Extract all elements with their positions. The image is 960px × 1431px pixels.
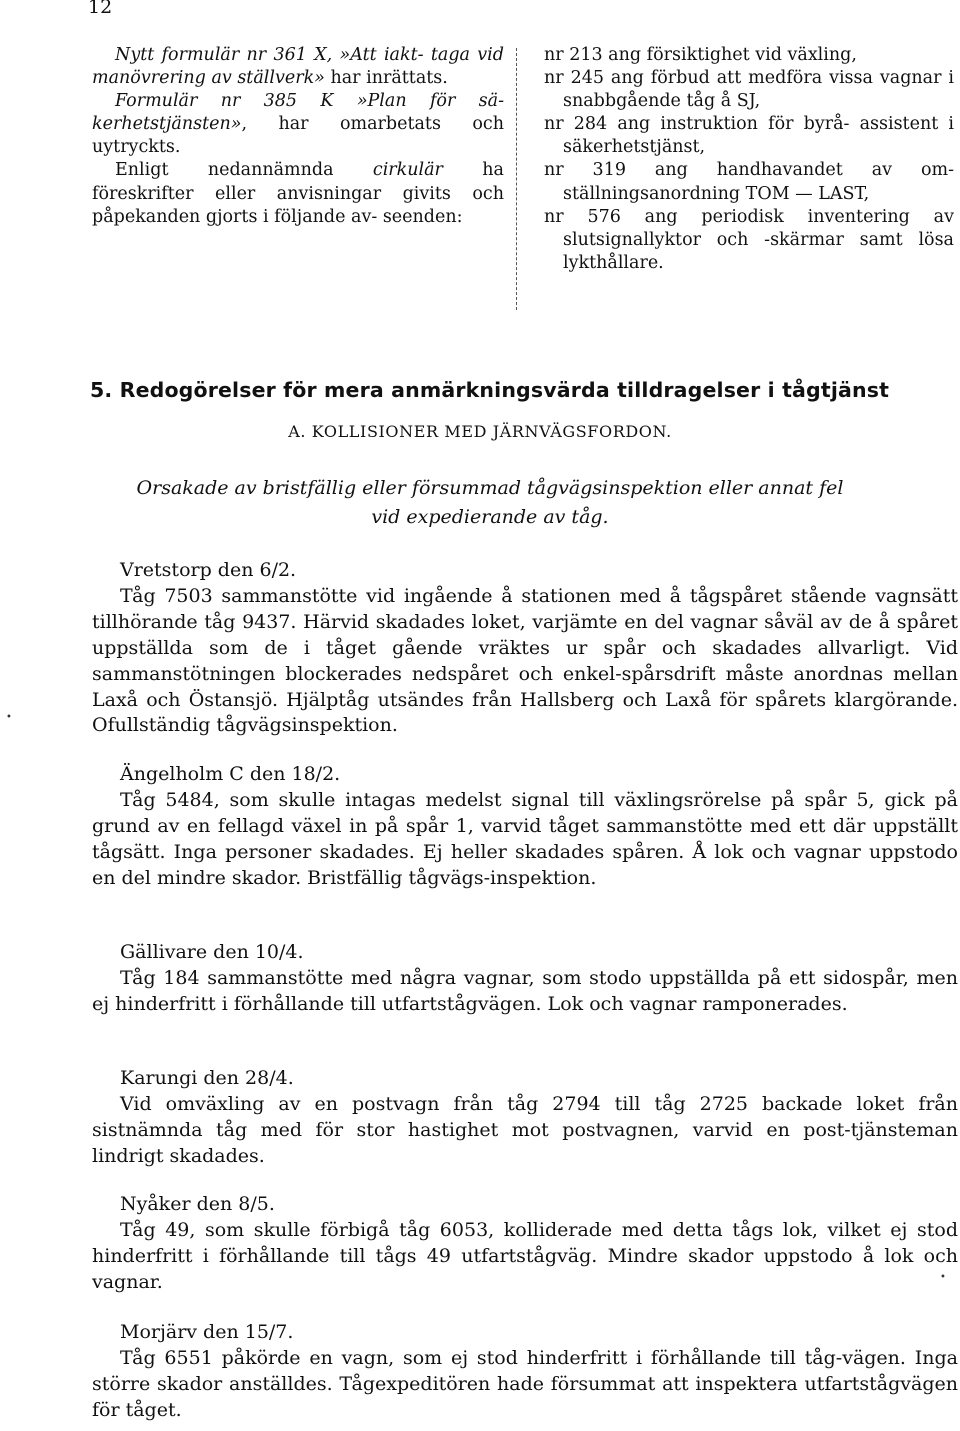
report-place: Nyåker den 8/5. bbox=[120, 1193, 275, 1215]
report-place: Karungi den 28/4. bbox=[120, 1067, 294, 1089]
report-place: Gällivare den 10/4. bbox=[120, 941, 304, 963]
cirkular-item: nr 245 ang förbud att medföra vissa vagnar i snabbgående tåg å SJ, bbox=[544, 68, 954, 112]
category-heading-line-1: Orsakade av bristfällig eller försummad tågvägsinspektion eller annat fel bbox=[136, 477, 844, 499]
cirkular-intro-start: Enligt nedannämnda bbox=[115, 160, 373, 181]
report-text: Tåg 6551 påkörde en vagn, som ej stod hinderfritt i förhållande till tåg-vägen. Inga större skador anställdes. Tågexpeditören hade försummat att inspektera utfartstågvägen för tåget. bbox=[92, 1346, 958, 1421]
subsection-heading: A. KOLLISIONER MED JÄRNVÄGSFORDON. bbox=[288, 422, 672, 441]
cirkular-item: nr 213 ang försiktighet vid växling, bbox=[544, 45, 857, 65]
formular-385-paragraph bbox=[92, 90, 504, 159]
report-karungi bbox=[92, 1066, 958, 1170]
cirkular-intro-paragraph bbox=[92, 159, 504, 228]
section-heading: 5. Redogörelser för mera anmärkningsvärda tilldragelser i tågtjänst bbox=[90, 378, 890, 402]
report-text: Tåg 184 sammanstötte med några vagnar, som stodo uppställda på ett sidospår, men ej hinderfritt i förhållande till utfartstågvägen. Lok och vagnar ramponerades. bbox=[92, 966, 958, 1015]
cirkular-intro-rest: ha föreskrifter eller anvisningar givits och påpekanden gjorts i följande av- seenden: bbox=[92, 160, 504, 227]
cirkular-word: cirkulär bbox=[372, 160, 443, 181]
formular-361-title-2: taga vid manövrering av ställverk» bbox=[92, 45, 504, 89]
cirkular-item: nr 319 ang handhavandet av om- ställningsanordning TOM — LAST, bbox=[544, 160, 954, 204]
report-morjarv bbox=[92, 1320, 958, 1424]
report-place: Morjärv den 15/7. bbox=[120, 1321, 294, 1343]
report-gallivare bbox=[92, 940, 958, 1018]
category-heading bbox=[110, 474, 870, 531]
formular-361-paragraph bbox=[92, 44, 504, 90]
print-speck: • bbox=[6, 712, 12, 723]
left-column bbox=[92, 44, 504, 229]
formular-361-title-1: Nytt formulär nr 361 X, »Att iakt- bbox=[115, 45, 424, 65]
report-text: Tåg 49, som skulle förbigå tåg 6053, kolliderade med detta tågs lok, vilket ej stod hinderfritt i förhållande till tågs 49 utfartstågväg. Mindre skador uppstodo å lok och vagnar. bbox=[92, 1218, 958, 1293]
cirkular-item: nr 284 ang instruktion för byrå- assistent i säkerhetstjänst, bbox=[544, 114, 954, 158]
category-heading-line-2: vid expedierande av tåg. bbox=[371, 505, 609, 528]
report-nyaker bbox=[92, 1192, 958, 1296]
report-text: Tåg 7503 sammanstötte vid ingående å stationen med å tågspåret stående vagnsätt tillhörande tåg 9437. Härvid skadades loket, varjämte en del vagnar såväl av de å spåret uppställda som de i tåget gående vräktes ur spår och skadades allvarligt. Vid sammanstötningen blockerades nedspåret och enkel-spårsdrift måste anordnas mellan Laxå och Östansjö. Hjälptåg utsändes från Hallsberg och Laxå för spårets klargörande. Ofullständig tågvägsinspektion. bbox=[92, 584, 958, 737]
cirkular-item: nr 576 ang periodisk inventering av slutsignallyktor och -skärmar samt lösa lykthållare. bbox=[544, 206, 954, 273]
column-divider bbox=[516, 48, 517, 310]
formular-385-rest: , har omarbetats och uytryckts. bbox=[92, 114, 504, 158]
page-number: 12 bbox=[88, 0, 113, 18]
report-text: Tåg 5484, som skulle intagas medelst signal till växlingsrörelse på spår 5, gick på grund av en fellagd växel in på spår 1, varvid tåget sammanstötte med ett där uppställt tågsätt. Inga personer skadades. Ej heller skadades spåren. Å lok och vagnar uppstodo en del mindre skador. Bristfällig tågvägs-inspektion. bbox=[92, 788, 958, 889]
formular-385-title-2: kerhetstjänsten» bbox=[92, 114, 242, 135]
report-text: Vid omväxling av en postvagn från tåg 2794 till tåg 2725 backade loket från sistnämnda tåg med för stor hastighet mot postvagnen, varvid en post-tjänsteman lindrigt skadades. bbox=[92, 1092, 958, 1167]
formular-361-rest: har inrättats. bbox=[330, 68, 448, 89]
print-speck: • bbox=[940, 1272, 946, 1283]
formular-385-title-1: Formulär nr 385 K »Plan för sä- bbox=[115, 91, 504, 112]
right-column bbox=[544, 44, 954, 275]
report-place: Vretstorp den 6/2. bbox=[120, 559, 297, 581]
report-angelholm bbox=[92, 762, 958, 892]
report-vretstorp bbox=[92, 558, 958, 739]
report-place: Ängelholm C den 18/2. bbox=[120, 763, 341, 785]
